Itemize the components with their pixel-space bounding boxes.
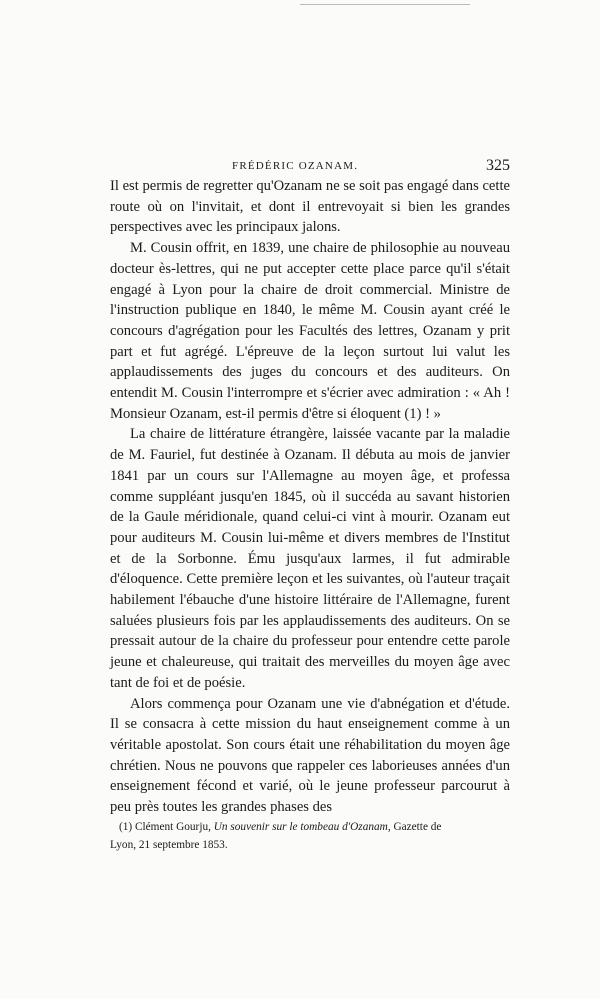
paragraph: Alors commença pour Ozanam une vie d'abnégation et d'étude. Il se consacra à cette mission du haut enseignement comme à un véritable apostolat. Son cours était une réhabilitation du moyen âge chrétien. Nous ne pouvons que rappeler ces laborieuses années d'un enseignement fécond et varié, où le jeune professeur parcourut à peu près toutes les grandes phases des: [110, 695, 510, 816]
body-text: [110, 176, 510, 818]
paragraph: M. Cousin offrit, en 1839, une chaire de philosophie au nouveau docteur ès-lettres, qui ne put accepter cette place parce qu'il s'était engagé à Lyon pour la chaire de droit commercial. Ministre de l'instruction publique en 1840, le même M. Cousin ayant créé le concours d'agrégation pour les Facultés des lettres, Ozanam y prit part et fut agrégé. L'épreuve de la leçon surtout lui valut les applaudissements des juges du concours et des auditeurs. On entendit M. Cousin l'interrompre et s'écrier avec admiration : « Ah ! Monsieur Ozanam, est-il permis d'être si éloquent (1) ! »: [110, 240, 510, 422]
footnote-marker: (1) Clément Gourju,: [119, 821, 214, 833]
footnote-line: [110, 818, 510, 836]
footnote-title: Un souvenir sur le tombeau d'Ozanam: [213, 821, 388, 833]
footnote-line-2: Lyon, 21 septembre 1853.: [110, 839, 228, 851]
top-edge-rule: [300, 4, 470, 5]
paragraph: La chaire de littérature étrangère, laissée vacante par la maladie de M. Fauriel, fut destinée à Ozanam. Il débuta au mois de janvier 1841 par un cours sur l'Allemagne au moyen âge, et professa comme suppléant jusqu'en 1845, où il succéda au savant historien de la Gaule méridionale, quand celui-ci vint à mourir. Ozanam eut pour auditeurs M. Cousin lui-même et divers membres de l'Institut et de la Sorbonne. Ému jusqu'aux larmes, il fut admirable d'éloquence. Cette première leçon et les suivantes, où l'auteur traçait habilement l'ébauche d'une histoire littéraire de l'Allemagne, furent saluées plusieurs fois par les applaudissements des auditeurs. On se pressait autour de la chaire du professeur pour entendre cette parole jeune et chaleureuse, qui traitait des merveilles du moyen âge avec tant de foi et de poésie.: [110, 426, 510, 691]
footnote: [110, 818, 510, 854]
paragraph: Il est permis de regretter qu'Ozanam ne se soit pas engagé dans cette route où on l'invitait, et dont il entrevoyait si bien les grandes perspectives avec les principaux jalons.: [110, 178, 510, 236]
footnote-source: , Gazette de: [387, 821, 442, 833]
running-header: [106, 158, 512, 178]
page-number: 325: [486, 157, 510, 174]
running-title: FRÉDÉRIC OZANAM.: [232, 160, 359, 172]
